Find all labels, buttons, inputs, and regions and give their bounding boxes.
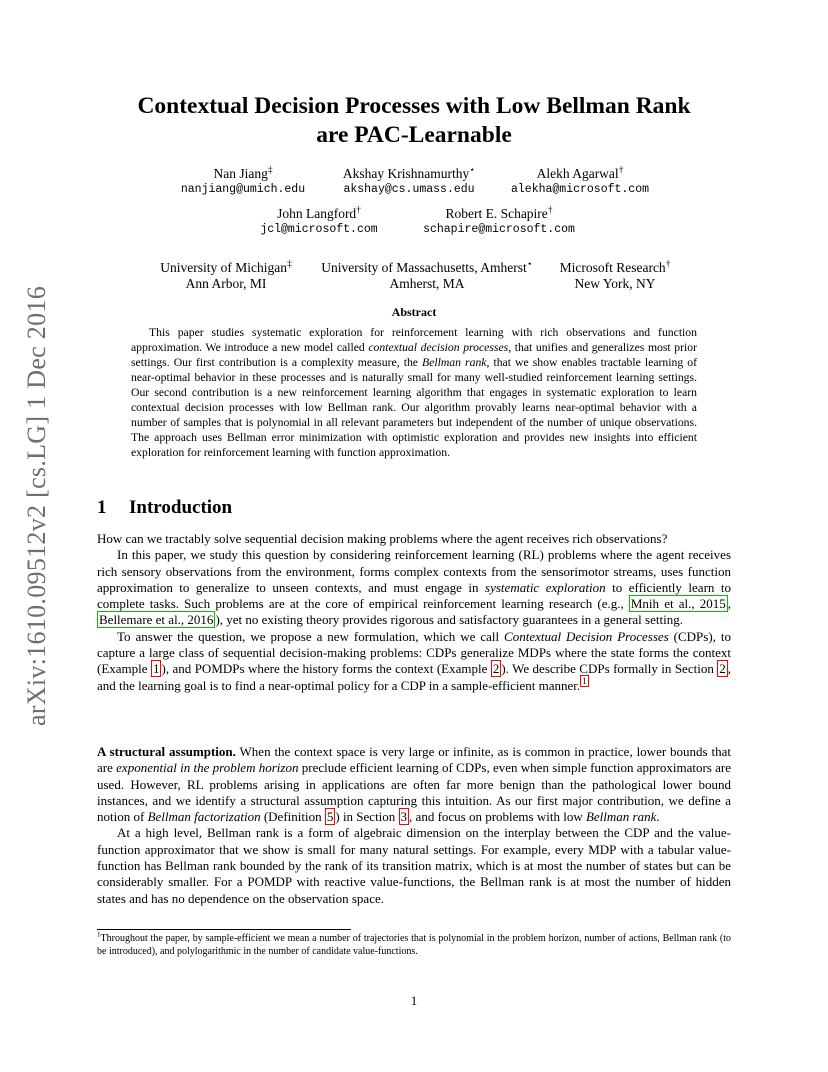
affiliation-mark: ‡ <box>267 165 273 176</box>
institution-name: University of Massachusetts, Amherst <box>321 260 527 275</box>
body-text: ) in Section <box>335 809 399 825</box>
affiliation-michigan <box>147 260 305 292</box>
body-emphasis: Contextual Decision Processes <box>504 628 669 644</box>
body-text: . <box>656 809 660 825</box>
author-name: John Langford <box>277 206 357 221</box>
abstract-paragraph <box>131 325 697 460</box>
institution-name: University of Michigan <box>160 260 287 275</box>
intro-paragraph-4 <box>97 744 731 825</box>
title-line-1: Contextual Decision Processes with Low Bellman Rank <box>137 93 691 119</box>
intro-paragraph-1: How can we tractably solve sequential decision making problems where the agent receives rich observations? <box>97 531 668 546</box>
structural-assumption-body <box>97 744 731 907</box>
abstract-text: This paper studies systematic exploration for reinforcement learning with rich observations and function approximation. We introduce a new model called <box>131 326 697 354</box>
body-emphasis: systematic exploration <box>485 579 606 595</box>
body-text: ), and POMDPs where the history forms the context (Example <box>161 661 491 677</box>
institution-name: Microsoft Research <box>559 260 666 275</box>
citation-link-mnih[interactable]: Mnih et al., 2015 <box>630 596 726 612</box>
body-emphasis: Bellman rank <box>585 809 657 825</box>
affiliation-mark: ‡ <box>287 259 292 270</box>
section-3-link[interactable]: 3 <box>400 809 408 825</box>
intro-paragraph-3 <box>97 629 731 694</box>
author-name: Akshay Krishnamurthy <box>342 166 470 181</box>
abstract-text: , that we show enables tractable learning of near-optimal behavior in these processes and is naturally small for many well-studied reinforcement learning settings. Our second contribution is a new reinforcement learning algorithm that engages in systematic exploration to learn contextual decision processes with low Bellman rank. Our algorithm provably learns near-optimal behavior with a number of samples that is polynomial in all relevant parameters but independent of the number of unique observations. The approach uses Bellman error minimization with optimistic exploration and provides new insights into efficient exploration for reinforcement learning with function approximation. <box>131 356 697 459</box>
affiliation-umass <box>305 260 549 292</box>
affiliation-microsoft <box>549 260 681 292</box>
author-john-langford <box>234 206 404 238</box>
institution-location: Ann Arbor, MI <box>185 276 267 291</box>
paragraph-heading: A structural assumption. <box>97 744 236 759</box>
author-email[interactable]: akshay@cs.umass.edu <box>343 183 475 196</box>
authors-row-2 <box>97 206 731 238</box>
abstract-text: , that unifies and generalizes most prior settings. Our first contribution is a complexity measure, the <box>131 341 697 369</box>
intro-paragraph-5: At a high level, Bellman rank is a form of algebraic dimension on the interplay between the CDP and the value-function approximator that we show is small for many natural settings. For example, every MDP with a tabular value-function has Bellman rank bounded by the rank of its transition matrix, which is at most the number of states but can be considerably smaller. For a POMDP with reactive value-functions, the Bellman rank is at most the number of hidden states and has no dependence on the observation space. <box>97 825 731 906</box>
author-email[interactable]: alekha@microsoft.com <box>510 183 650 196</box>
body-text: to efficiently learn to complete tasks. Such problems are at the core of empirical reinforcement learning research (e.g., <box>97 579 732 612</box>
affiliation-mark: † <box>356 205 361 216</box>
author-email[interactable]: nanjiang@umich.edu <box>180 183 306 196</box>
body-text: ), yet no existing theory provides rigorous and satisfactory guarantees in a general setting. <box>215 612 683 628</box>
abstract-emphasis: Bellman rank <box>422 356 487 369</box>
paper-title <box>97 92 731 150</box>
body-text: (Definition <box>260 809 325 825</box>
author-nan-jiang <box>168 166 318 198</box>
section-number: 1 <box>97 497 107 518</box>
body-text: , <box>727 596 731 612</box>
institution-location: New York, NY <box>574 276 656 291</box>
body-text: , and the learning goal is to find a near-optimal policy for a CDP in a sample-efficient manner. <box>97 661 732 693</box>
abstract-emphasis: contextual decision processes <box>368 341 509 354</box>
body-text: When the context space is very large or infinite, as is common in practice, lower bounds that are <box>97 744 731 776</box>
abstract-heading: Abstract <box>391 305 437 319</box>
body-text: To answer the question, we propose a new formulation, which we call <box>117 628 505 644</box>
body-text: (CDPs), to capture a large class of sequential decision-making problems: CDPs generalize MDPs where the state forms the context (Example <box>97 628 731 677</box>
body-text: , and focus on problems with low <box>409 809 586 825</box>
section-2-link[interactable]: 2 <box>719 661 726 677</box>
section-heading-introduction <box>97 497 232 519</box>
author-name: Robert E. Schapire <box>445 206 548 221</box>
arxiv-identifier-stamp <box>21 285 53 727</box>
affiliation-mark: † <box>665 259 671 270</box>
example-2-link[interactable]: 2 <box>492 661 500 677</box>
arxiv-id-text: arXiv:1610.09512v2 [cs.LG] 1 Dec 2016 <box>22 285 52 727</box>
body-text: ). We describe CDPs formally in Section <box>501 661 718 677</box>
footnote-1-link[interactable]: 1 <box>582 676 587 687</box>
author-name: Nan Jiang <box>213 166 268 181</box>
affiliation-mark: ⋆ <box>526 259 533 270</box>
citation-link-bellemare[interactable]: Bellemare et al., 2016 <box>99 612 214 628</box>
author-robert-schapire <box>404 206 594 238</box>
author-name: Alekh Agarwal <box>536 166 619 181</box>
affiliation-mark: † <box>618 165 624 176</box>
author-alekh-agarwal <box>500 166 660 198</box>
author-akshay-krishnamurthy <box>318 166 500 198</box>
introduction-body <box>97 531 731 694</box>
footnote-1 <box>97 930 731 958</box>
body-emphasis: Bellman factorization <box>147 809 261 825</box>
footnote-text: Throughout the paper, by sample-efficient we mean a number of trajectories that is polynomial in the problem horizon, number of actions, Bellman rank (to be introduced), and polylogarithmic in the number of candidate value-functions. <box>97 933 731 957</box>
authors-row-1 <box>97 166 731 198</box>
author-email[interactable]: jcl@microsoft.com <box>260 223 378 236</box>
footnote-divider <box>97 929 351 930</box>
affiliation-mark: † <box>547 205 553 216</box>
intro-paragraph-2 <box>97 547 731 628</box>
affiliation-mark: ⋆ <box>469 165 476 176</box>
institution-location: Amherst, MA <box>389 276 465 291</box>
page-number: 1 <box>410 993 418 1008</box>
body-text: In this paper, we study this question by considering reinforcement learning (RL) problems where the agent receives rich sensory observations from the environment, forms complex contexts from the sensorimotor streams, uses function approximation to generalize to unseen contexts, and must engage in <box>97 547 731 595</box>
author-email[interactable]: schapire@microsoft.com <box>423 223 575 236</box>
example-1-link[interactable]: 1 <box>152 661 160 677</box>
affiliations-row <box>97 260 731 292</box>
definition-5-link[interactable]: 5 <box>326 809 334 825</box>
abstract-body <box>131 325 697 460</box>
body-emphasis: exponential in the problem horizon <box>116 760 299 776</box>
section-title: Introduction <box>129 497 233 518</box>
footnote-mark: 1 <box>97 930 101 939</box>
body-text: preclude efficient learning of CDPs, even when simple function approximators are used. However, RL problems arising in applications are often far more benign than the pathological lower bound instances, and we identify a structural assumption capturing this intuition. As our first major contribution, we define a notion of <box>97 760 732 825</box>
title-line-2: are PAC-Learnable <box>316 122 512 148</box>
